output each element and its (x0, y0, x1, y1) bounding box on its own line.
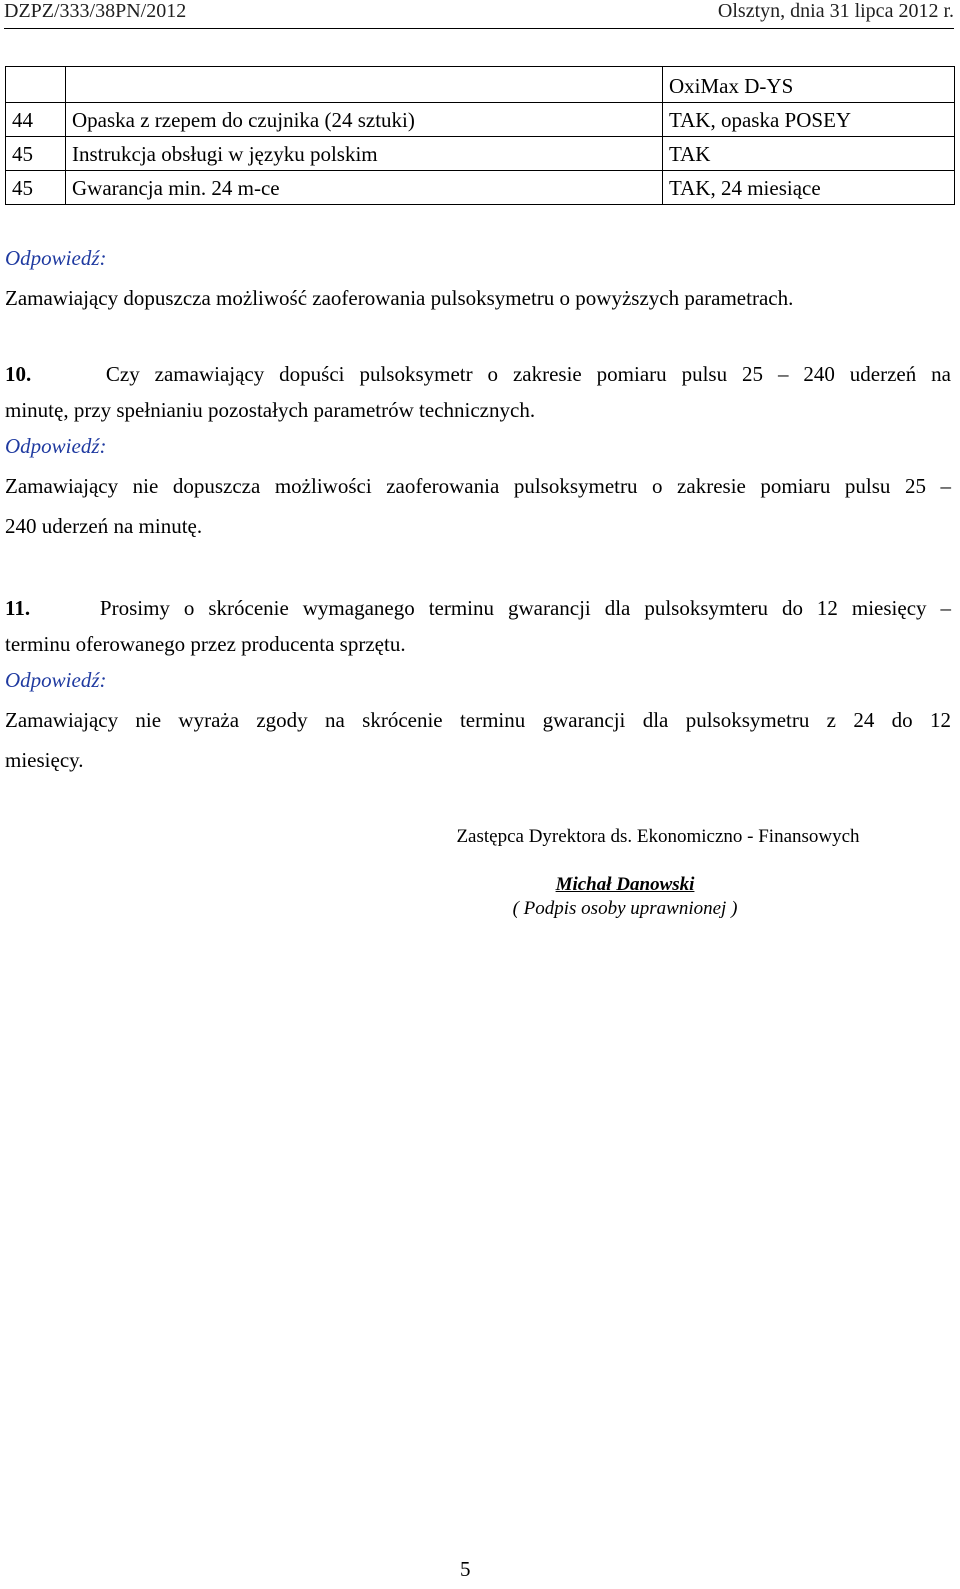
table-cell-answer: TAK, opaska POSEY (663, 103, 955, 137)
signature-name: Michał Danowski (555, 874, 695, 895)
answer-label: Odpowiedź: (5, 246, 107, 270)
page-number: 5 (460, 1557, 471, 1581)
table-row (6, 103, 955, 137)
question-text: Prosimy o skrócenie wymaganego terminu gwarancji dla pulsoksymteru do 12 miesięcy – (99, 596, 951, 620)
answer-10-line-2: 240 uderzeń na minutę. (5, 514, 203, 538)
table-cell-answer: TAK, 24 miesiące (663, 171, 955, 205)
signature-note: ( Podpis osoby uprawnionej ) (512, 898, 738, 919)
question-10-line-2: minutę, przy spełnianiu pozostałych parametrów technicznych. (5, 398, 536, 422)
place-and-date: Olsztyn, dnia 31 lipca 2012 r. (717, 0, 954, 22)
table-cell-item: Opaska z rzepem do czujnika (24 sztuki) (66, 103, 663, 137)
table-cell-answer: OxiMax D-YS (663, 67, 955, 103)
table-cell-answer: TAK (663, 137, 955, 171)
page-header (4, 0, 954, 26)
answer-label: Odpowiedź: (5, 668, 107, 692)
table-cell-item: Gwarancja min. 24 m-ce (66, 171, 663, 205)
question-10-line-1 (5, 356, 951, 392)
answer-11-line-2: miesięcy. (5, 748, 84, 772)
question-text: Czy zamawiający dopuści pulsoksymetr o zakresie pomiaru pulsu 25 – 240 uderzeń na (105, 362, 952, 386)
answer-11-line-1: Zamawiający nie wyraża zgody na skrócenie terminu gwarancji dla pulsoksymetru z 24 do 12 (5, 708, 951, 732)
question-number: 10. (5, 362, 32, 386)
table-cell-number (6, 67, 66, 103)
table-cell-item: Instrukcja obsługi w języku polskim (66, 137, 663, 171)
signature-title: Zastępca Dyrektora ds. Ekonomiczno - Finansowych (456, 826, 860, 847)
table-cell-number: 45 (6, 171, 66, 205)
answer-10-line-1: Zamawiający nie dopuszcza możliwości zaoferowania pulsoksymetru o zakresie pomiaru pulsu 25 – (5, 474, 951, 498)
question-11-line-2: terminu oferowanego przez producenta sprzętu. (5, 632, 406, 656)
document-reference: DZPZ/333/38PN/2012 (4, 0, 187, 22)
answer-text: Zamawiający dopuszcza możliwość zaoferowania pulsoksymetru o powyższych parametrach. (5, 286, 794, 310)
table-cell-item (66, 67, 663, 103)
answer-section-previous (5, 240, 951, 316)
answer-label: Odpowiedź: (5, 434, 107, 458)
header-rule (4, 28, 954, 29)
table-row (6, 137, 955, 171)
table-cell-number: 45 (6, 137, 66, 171)
question-11-line-1 (5, 590, 951, 626)
question-number: 11. (5, 596, 31, 620)
question-10 (5, 356, 951, 544)
table-cell-number: 44 (6, 103, 66, 137)
specification-table (5, 66, 955, 205)
table-row (6, 67, 955, 103)
question-11 (5, 590, 951, 778)
table-row (6, 171, 955, 205)
